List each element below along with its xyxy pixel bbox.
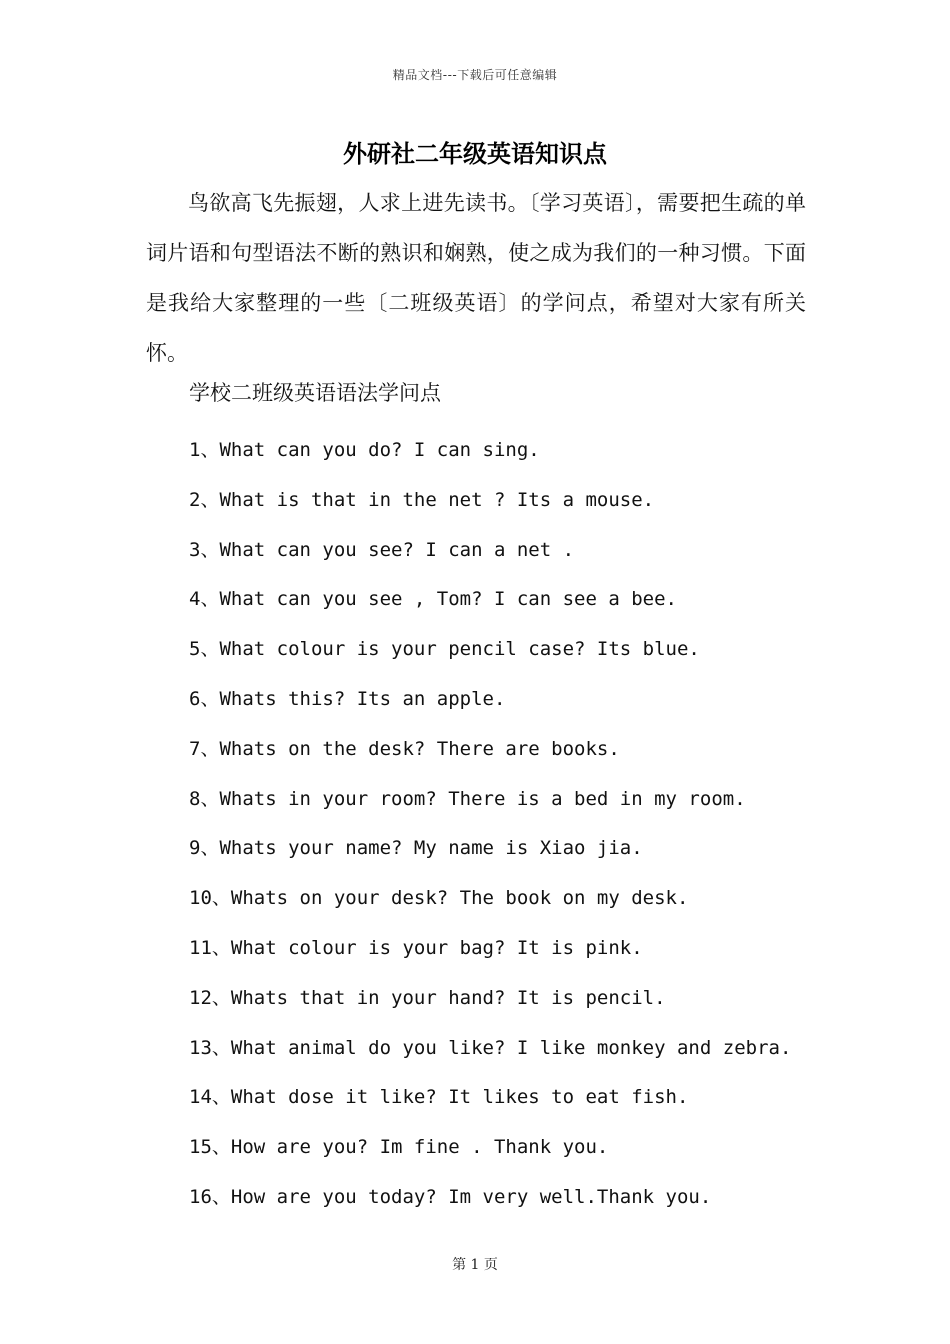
list-item: 8、Whats in your room? There is a bed in my room.	[189, 787, 746, 810]
list-item: 9、Whats your name? My name is Xiao jia.	[189, 837, 643, 860]
list-item: 16、How are you today? Im very well.Thank you.	[189, 1185, 712, 1208]
list-item: 6、Whats this? Its an apple.	[189, 687, 506, 710]
qa-list	[189, 426, 791, 1223]
list-item: 11、What colour is your bag? It is pink.	[189, 936, 643, 959]
list-item: 12、Whats that in your hand? It is pencil.	[189, 986, 666, 1009]
document-title: 外研社二年级英语知识点	[343, 140, 607, 168]
list-item: 7、Whats on the desk? There are books.	[189, 737, 620, 760]
list-item: 4、What can you see , Tom? I can see a bee.	[189, 588, 677, 611]
header-note: 精品文档---下载后可任意编辑	[392, 68, 558, 82]
list-item: 10、Whats on your desk? The book on my desk.	[189, 887, 689, 910]
list-item: 13、What animal do you like? I like monkey and zebra.	[189, 1036, 792, 1059]
list-item: 1、What can you do? I can sing.	[189, 439, 540, 461]
intro-paragraph: 鸟欲高飞先振翅，人求上进先读书。〔学习英语〕，需要把生疏的单词片语和句型语法不断的熟识和娴熟，使之成为我们的一种习惯。下面是我给大家整理的一些〔二班级英语〕的学问点，希望对大家有所关怀。	[146, 191, 806, 365]
list-item: 14、What dose it like? It likes to eat fish.	[189, 1086, 689, 1109]
list-item: 15、How are you? Im fine . Thank you.	[189, 1136, 609, 1159]
list-item: 5、What colour is your pencil case? Its blue.	[189, 638, 700, 661]
list-item: 2、What is that in the net ? Its a mouse.	[189, 488, 655, 511]
section-heading: 学校二班级英语语法学问点	[189, 381, 441, 405]
page-number: 第 1 页	[452, 1257, 498, 1273]
list-item: 3、What can you see? I can a net .	[189, 538, 575, 561]
